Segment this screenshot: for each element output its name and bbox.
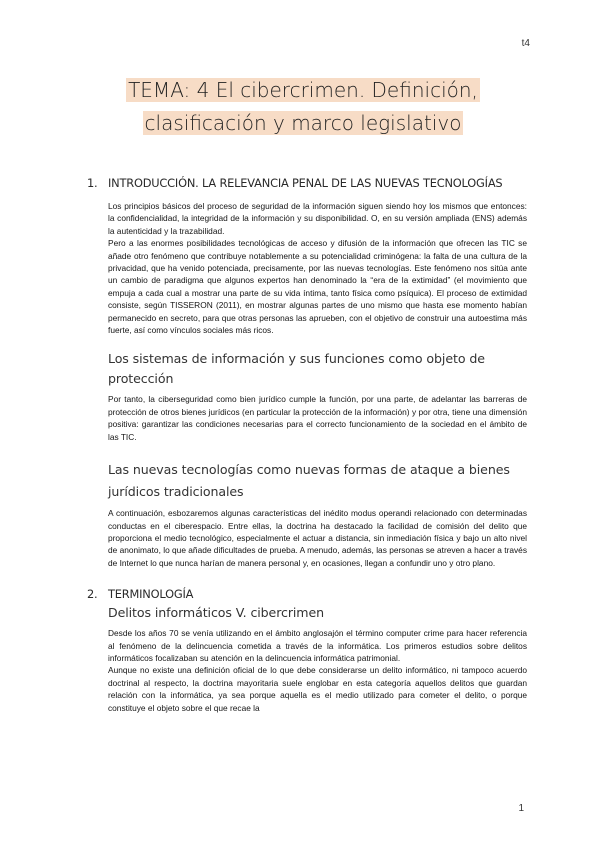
- section-1-heading: [87, 176, 527, 190]
- paragraph: Los principios básicos del proceso de seguridad de la información siguen siendo hoy los mismos que entonces: la confidencialidad, la integridad de la información y su disponibilidad. O, en su versión ampliada (ENS) además la autenticidad y la trazabilidad.: [108, 201, 527, 236]
- subsection-heading: Delitos informáticos V. cibercrimen: [108, 605, 325, 621]
- paragraph: Por tanto, la ciberseguridad como bien jurídico cumple la función, por una parte, de adelantar las barreras de protección de otros bienes jurídicos (en particular la protección de la información) y por otra, tiene una dimensión positiva: garantizar las condiciones necesarias para el correcto funcionamiento de la sociedad en el ámbito de las TIC.: [108, 394, 527, 442]
- section-2-number: 2.: [87, 587, 98, 602]
- corner-label: t4: [521, 38, 530, 49]
- document-title: [88, 74, 518, 140]
- page-number: 1: [518, 803, 524, 814]
- paragraph: Aunque no existe una definición oficial de lo que debe considerarse un delito informático, ni tampoco acuerdo doctrinal al respecto, la doctrina mayoritaria suele englobar en esta categoría aquellos delitos que guardan relación con la informática, ya sea porque aquella es el medio utilizado para cometer el delito, o porque constituye el objeto sobre el que recae la: [108, 665, 527, 713]
- document-body: [89, 176, 527, 714]
- subsection-heading: Las nuevas tecnologías como nuevas formas de ataque a bienes jurídicos tradicionales: [108, 462, 510, 500]
- paragraph: Desde los años 70 se venía utilizando en el ámbito anglosajón el término computer crime para hacer referencia al fenómeno de la delincuencia cometida a través de la informática. Los primeros estudios sobre delitos informáticos focalizaban su atención en la delincuencia informática patrimonial.: [108, 628, 527, 663]
- title-highlight: TEMA: 4 El cibercrimen. Definición, clasificación y marco legislativo: [128, 78, 478, 135]
- section-1-title: INTRODUCCIÓN. LA RELEVANCIA PENAL DE LAS NUEVAS TECNOLOGÍAS: [108, 176, 503, 190]
- section-2-heading: [87, 587, 527, 602]
- paragraph: Pero a las enormes posibilidades tecnológicas de acceso y difusión de la información que ofrecen las TIC se añade otro fenómeno que contribuye notablemente a su potencialidad criminógena: la falta de una cultura de la privacidad, que ha venido potenciada, precisamente, por las nuevas tecnologías. Este fenómeno nos sitúa ante un cambio de paradigma que algunos expertos han denominado la “era de la extimidad” (el movimiento que empuja a cada cual a mostrar una parte de su vida íntima, tanto física como psíquica). El proceso de extimidad consiste, según TISSERON (2011), en mostrar algunas partes de uno mismo que hasta ese momento habían permanecido en secreto, para que otras personas las aprueben, con el objetivo de construir una autoestima más fuerte, así como vínculos sociales más ricos.: [108, 238, 527, 336]
- paragraph: A continuación, esbozaremos algunas características del inédito modus operandi relacionado con determinadas conductas en el ciberespacio. Entre ellas, la doctrina ha destacado la facilidad de comisión del delito que proporciona el medio tecnológico, especialmente el actuar a distancia, sin inmediación física y bajo un alto nivel de anonimato, lo que añade dificultades de prueba. A menudo, además, las personas se atreven a hacer a través de Internet lo que nunca harían de manera personal y, en ocasiones, llegan a confundir uno y otro plano.: [108, 508, 527, 568]
- section-1-number: 1.: [87, 176, 98, 190]
- section-2-title: TERMINOLOGÍA: [108, 587, 194, 602]
- subsection-heading: Los sistemas de información y sus funciones como objeto de protección: [108, 351, 485, 387]
